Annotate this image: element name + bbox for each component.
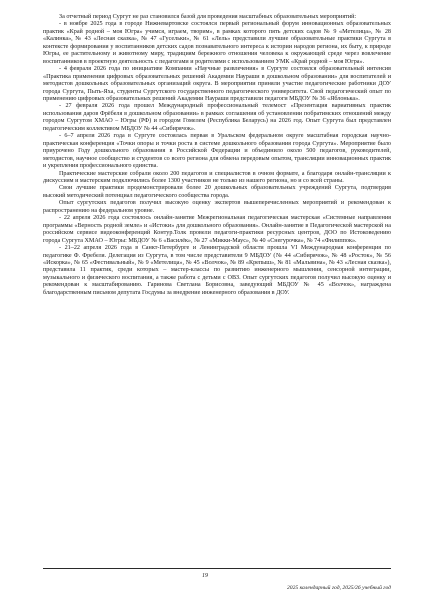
paragraph: Опыт сургутских педагогов получил высокую оценку экспертов вышеперечисленных мероприятий и рекомендован к распространению на федеральном уровне.	[43, 200, 391, 214]
report-period: 2025 календарный год, 2025/26 учебный год	[286, 585, 391, 591]
paragraph: - 21–22 апреля 2026 года в Санкт-Петербурге и Ленинградской области прошла VI Международная конференция по педагогике Ф. Фребеля. Делегация из Сургута, в том числе представители 9 МБДОУ (№ 44 «Сибирячок», № 48 «Росток», № 56 «Искорка», № 65 «Фестивальный», № 9 «Метелица», № 45 «Волчок», № 89 «Крепыш», № 81 «Мальвина», № 43 «Лесная сказка»), представила 11 практик, среди которых – мастер-классы по развитию инженерного мышления, сенсорной интеграции, музыкального и физического воспитания, а также работа с детьми с ОВЗ. Опыт сургутских педагогов получил высокую оценку и рекомендован к масштабированию. Гаринова Светлана Борисовна, заведующий МБДОУ № 45 «Волчок», награждена благодарственным письмом депутата Госдумы за внедрение инженерного образования в ДОУ.	[43, 245, 391, 296]
paragraph: - в ноябре 2025 года в городе Нижневартовске состоялся первый региональный форум инновационных образовательных практик «Край родной – моя Югра» учимся, играем, творим», в рамках которого пять детских садов № 9 «Метелица», № 28 «Калинка», № 43 «Лесная сказка», № 47 «Гусельки», № 61 «Лель» представили лучшие образовательные практики Сургута в контексте формирования у воспитанников детских садов познавательного интереса к истории народов региона, их быту, к природе Югры, ее растительному и животному миру, традициям бережного отношения человека к окружающей среде через вовлечение воспитанников в проектную деятельность с педагогами и родителями с использованием УМК «Край родной – моя Югра».	[43, 21, 391, 65]
paragraph: - 4 февраля 2026 года по инициативе Компании «Научные развлечения» в Сургуте состоялся образовательный интенсив «Практика применения цифровых образовательных решений Академии Наураши в дошкольном образовании» для воспитателей и методистов дошкольных образовательных организаций округа. В мероприятии приняли участие педагогические работники ДОУ города Сургута, Пыть-Яха, студенты Сургутского государственного педагогического университета. Свой педагогический опыт по применению цифровых образовательных решений Академии Наураши представили педагоги МБДОУ № 36 «Яблонька».	[43, 66, 391, 102]
footer-rule	[43, 568, 391, 569]
paragraph: За отчетный период Сургут не раз становился базой для проведения масштабных образовательных мероприятий:	[59, 14, 357, 20]
page-number: 19	[202, 573, 208, 579]
paragraph: - 27 февраля 2026 года прошел Международный профессиональный телемост «Презентация вариативных практик использования даров Фрёбеля в дошкольном образовании» в рамках соглашения об установлении побратимских отношений между городом Сургутом ХМАО – Югры (РФ) и городом Гомелем (Республика Беларусь) на 2026 год. Опыт Сургута был представлен педагогическим коллективом МБДОУ № 44 «Сибирячок».	[43, 103, 391, 132]
paragraph: Практические мастерские собрали около 200 педагогов и специалистов в очном формате, а благодаря онлайн-трансляции к дискуссиям и мастерским подключились более 1300 участников не только из нашего региона, но и со всей страны.	[43, 170, 391, 184]
paragraph: - 6–7 апреля 2026 года в Сургуте состоялась первая в Уральском федеральном округе масштабная городская научно-практическая конференция «Точки опоры и точки роста в системе дошкольного образования города Сургута». Мероприятие было приурочено Году дошкольного образования в Российской Федерации и объединило около 500 педагогов, руководителей, методистов, научное сообщество и студентов со всего региона для обмена передовым опытом, трансляции инновационных практик и укрепления профессионального единства.	[43, 133, 391, 170]
paragraph: - 22 апреля 2026 года состоялось онлайн-занятие Межрегиональная педагогическая мастерская «Системные направления программы «Верность родной земле» и «Истоки» для дошкольного образования». Онлайн-занятие в Педагогической мастерской на российском сервисе видеоконференций Контур.Толк провели педагоги-практики ресурсных центров, ДОО по Истоковедению города Сургута ХМАО – Югры: МБДОУ № 6 «Василёк», № 27 «Микки-Маус», № 40 «Снегурочка», № 74 «Филиппок».	[43, 215, 391, 244]
paragraph: Свои лучшие практики продемонстрировали более 20 дошкольных образовательных учреждений Сургута, подтвердив высокий методический потенциал педагогического сообщества города.	[43, 185, 391, 199]
body-text	[43, 14, 391, 297]
